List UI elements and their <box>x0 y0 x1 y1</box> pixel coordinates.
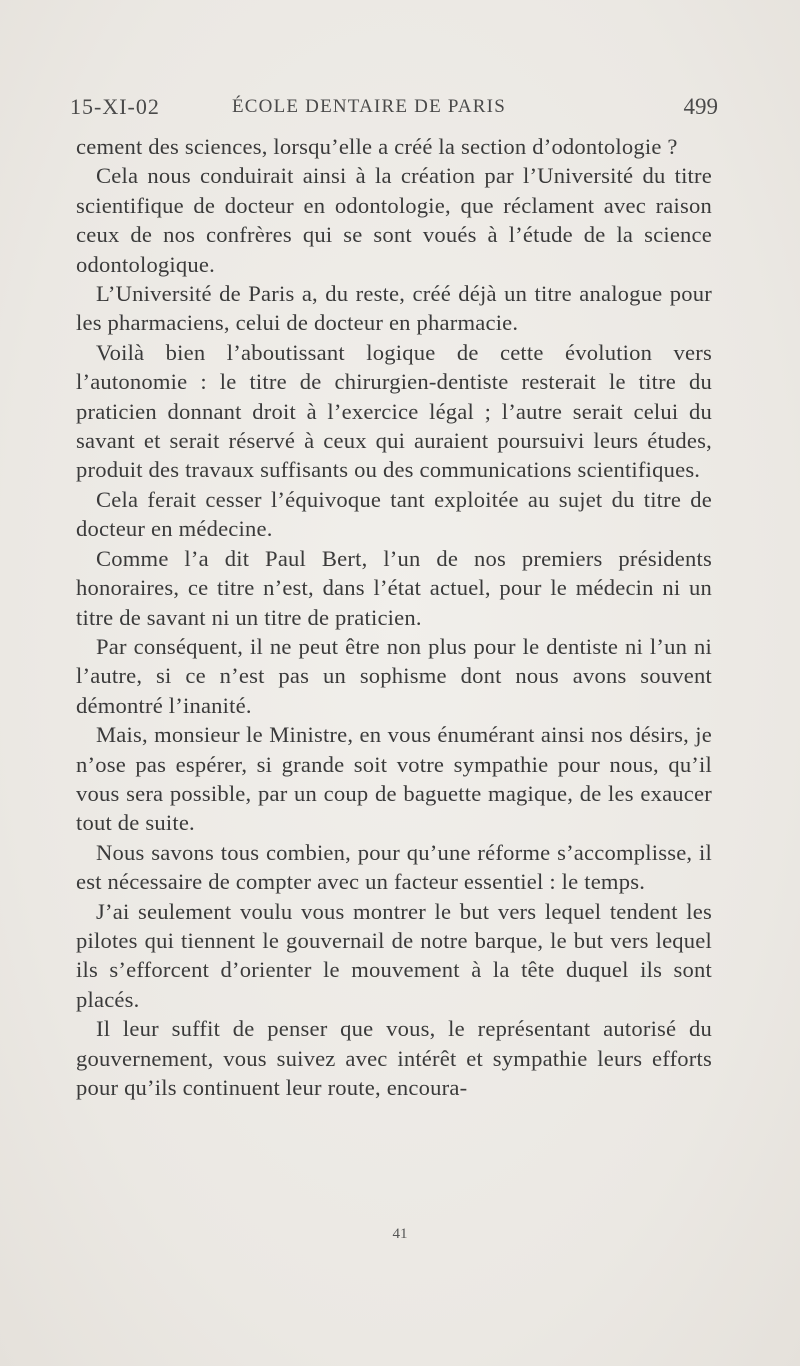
paragraph-8: Mais, monsieur le Ministre, en vous énumérant ainsi nos désirs, je n’ose pas espérer, si grande soit votre sympathie pour nous, qu’il vous sera possible, par un coup de baguette magique, de les exaucer tout de suite. <box>76 722 712 836</box>
issue-date: 15-XI-02 <box>70 94 160 119</box>
paragraph-10: J’ai seulement voulu vous montrer le but vers lequel tendent les pilotes qui tiennent le gouvernail de notre barque, le but vers lequel ils s’efforcent d’orienter le mouvement à la tête duquel ils sont placés. <box>76 898 712 1012</box>
running-head <box>70 90 718 122</box>
running-title: ÉCOLE DENTAIRE DE PARIS <box>232 96 506 117</box>
page-number: 499 <box>683 94 718 119</box>
paragraph-3: L’Université de Paris a, du reste, créé déjà un titre analogue pour les pharmaciens, celui de docteur en pharmacie. <box>76 281 712 336</box>
paragraph-2: Cela nous conduirait ainsi à la création par l’Université du titre scientifique de docteur en odontologie, que réclament avec raison ceux de nos confrères qui se sont voués à l’étude de la science odontologique. <box>76 163 712 277</box>
paragraph-7: Par conséquent, il ne peut être non plus pour le dentiste ni l’un ni l’autre, si ce n’est pas un sophisme dont nous avons souvent démontré l’inanité. <box>76 633 712 718</box>
paragraph-9: Nous savons tous combien, pour qu’une réforme s’accomplisse, il est nécessaire de compter avec un facteur essentiel : le temps. <box>76 839 712 895</box>
paragraph-11: Il leur suffit de penser que vous, le représentant autorisé du gouvernement, vous suivez avec intérêt et sympathie leurs efforts pour qu’ils continuent leur route, encoura- <box>76 1016 712 1100</box>
paragraph-4: Voilà bien l’aboutissant logique de cette évolution vers l’autonomie : le titre de chirurgien-dentiste resterait le titre du praticien donnant droit à l’exercice légal ; l’autre serait celui du savant et serait réservé à ceux qui auraient poursuivi leurs études, produit des travaux suffisants ou des communications scientifiques. <box>76 339 712 483</box>
signature-mark: 41 <box>392 1226 408 1242</box>
paragraph-1: cement des sciences, lorsqu’elle a créé la section d’odontologie ? <box>76 134 678 159</box>
body-text <box>76 132 712 1102</box>
paragraph-5: Cela ferait cesser l’équivoque tant exploitée au sujet du titre de docteur en médecine. <box>76 486 712 542</box>
paragraph-6: Comme l’a dit Paul Bert, l’un de nos premiers présidents honoraires, ce titre n’est, dans l’état actuel, pour le médecin ni un titre de savant ni un titre de praticien. <box>76 545 712 630</box>
